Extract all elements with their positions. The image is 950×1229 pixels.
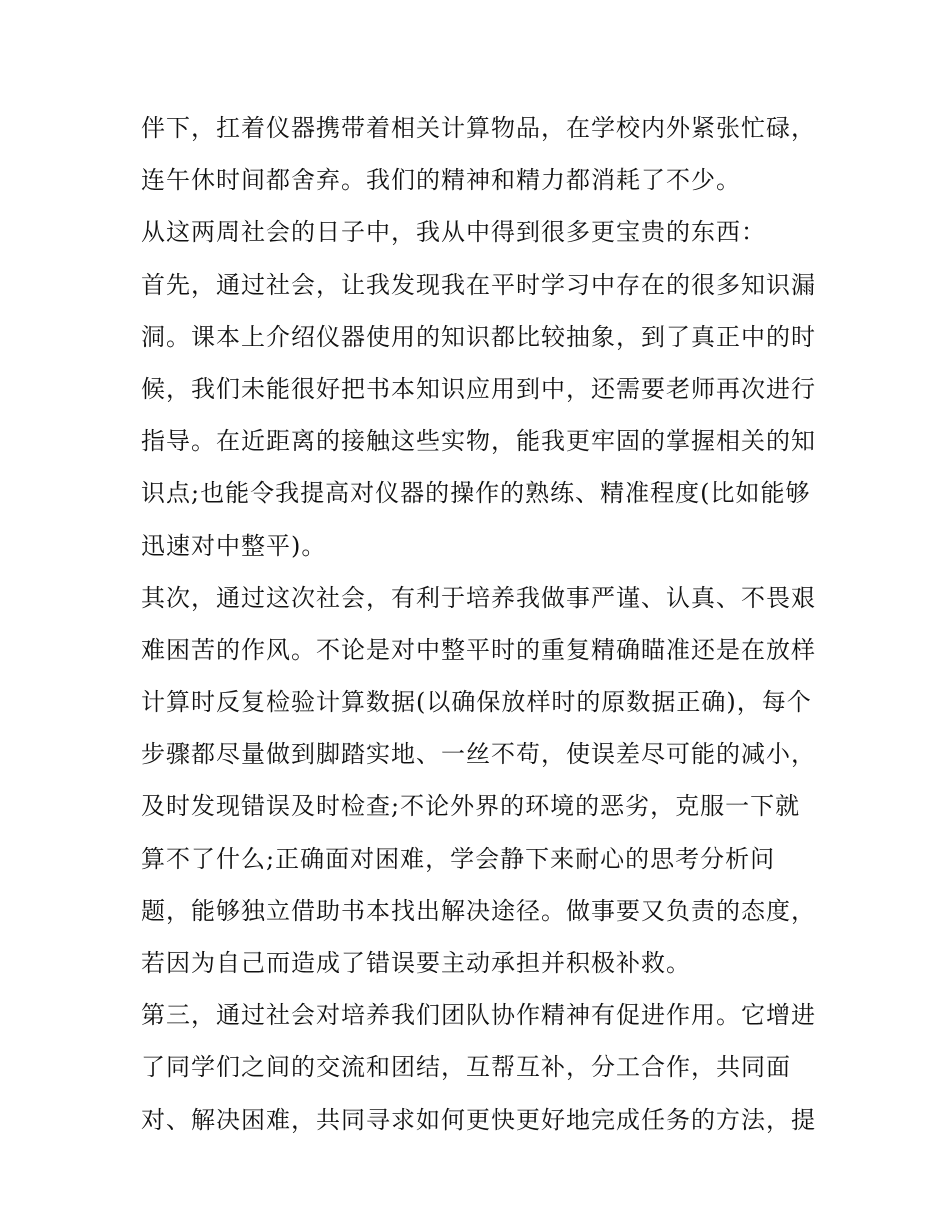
text-line: 难困苦的作风。不论是对中整平时的重复精确瞄准还是在放样 (141, 635, 816, 664)
body-text (141, 102, 821, 1146)
text-line: 步骤都尽量做到脚踏实地、一丝不苟，使误差尽可能的减小， (141, 740, 816, 769)
text-line: 计算时反复检验计算数据(以确保放样时的原数据正确)，每个 (141, 688, 812, 717)
text-line: 对、解决困难，共同寻求如何更快更好地完成任务的方法，提 (141, 1105, 816, 1134)
text-line: 伴下，扛着仪器携带着相关计算物品，在学校内外紧张忙碌， (141, 114, 816, 142)
text-line: 洞。课本上介绍仪器使用的知识都比较抽象，到了真正中的时 (141, 322, 816, 351)
text-line: 第三，通过社会对培养我们团队协作精神有促进作用。它增进 (141, 1001, 816, 1030)
text-line: 从这两周社会的日子中，我从中得到很多更宝贵的东西： (141, 218, 766, 247)
text-line: 指导。在近距离的接触这些实物，能我更牢固的掌握相关的知 (141, 427, 816, 456)
text-line: 迅速对中整平)。 (141, 531, 327, 560)
text-line: 候，我们未能很好把书本知识应用到中，还需要老师再次进行 (141, 374, 816, 403)
text-line: 首先，通过社会，让我发现我在平时学习中存在的很多知识漏 (141, 270, 816, 299)
text-line: 识点;也能令我提高对仪器的操作的熟练、精准程度(比如能够 (141, 479, 811, 508)
text-line: 及时发现错误及时检查;不论外界的环境的恶劣，克服一下就 (141, 792, 801, 821)
text-line: 其次，通过这次社会，有利于培养我做事严谨、认真、不畏艰 (141, 583, 816, 612)
text-line: 连午休时间都舍弃。我们的精神和精力都消耗了不少。 (141, 166, 741, 195)
text-line: 若因为自己而造成了错误要主动承担并积极补救。 (141, 949, 691, 977)
text-line: 算不了什么;正确面对困难，学会静下来耐心的思考分析问 (141, 844, 776, 873)
text-line: 了同学们之间的交流和团结，互帮互补，分工合作，共同面 (141, 1053, 791, 1082)
text-line: 题，能够独立借助书本找出解决途径。做事要又负责的态度， (141, 896, 816, 925)
